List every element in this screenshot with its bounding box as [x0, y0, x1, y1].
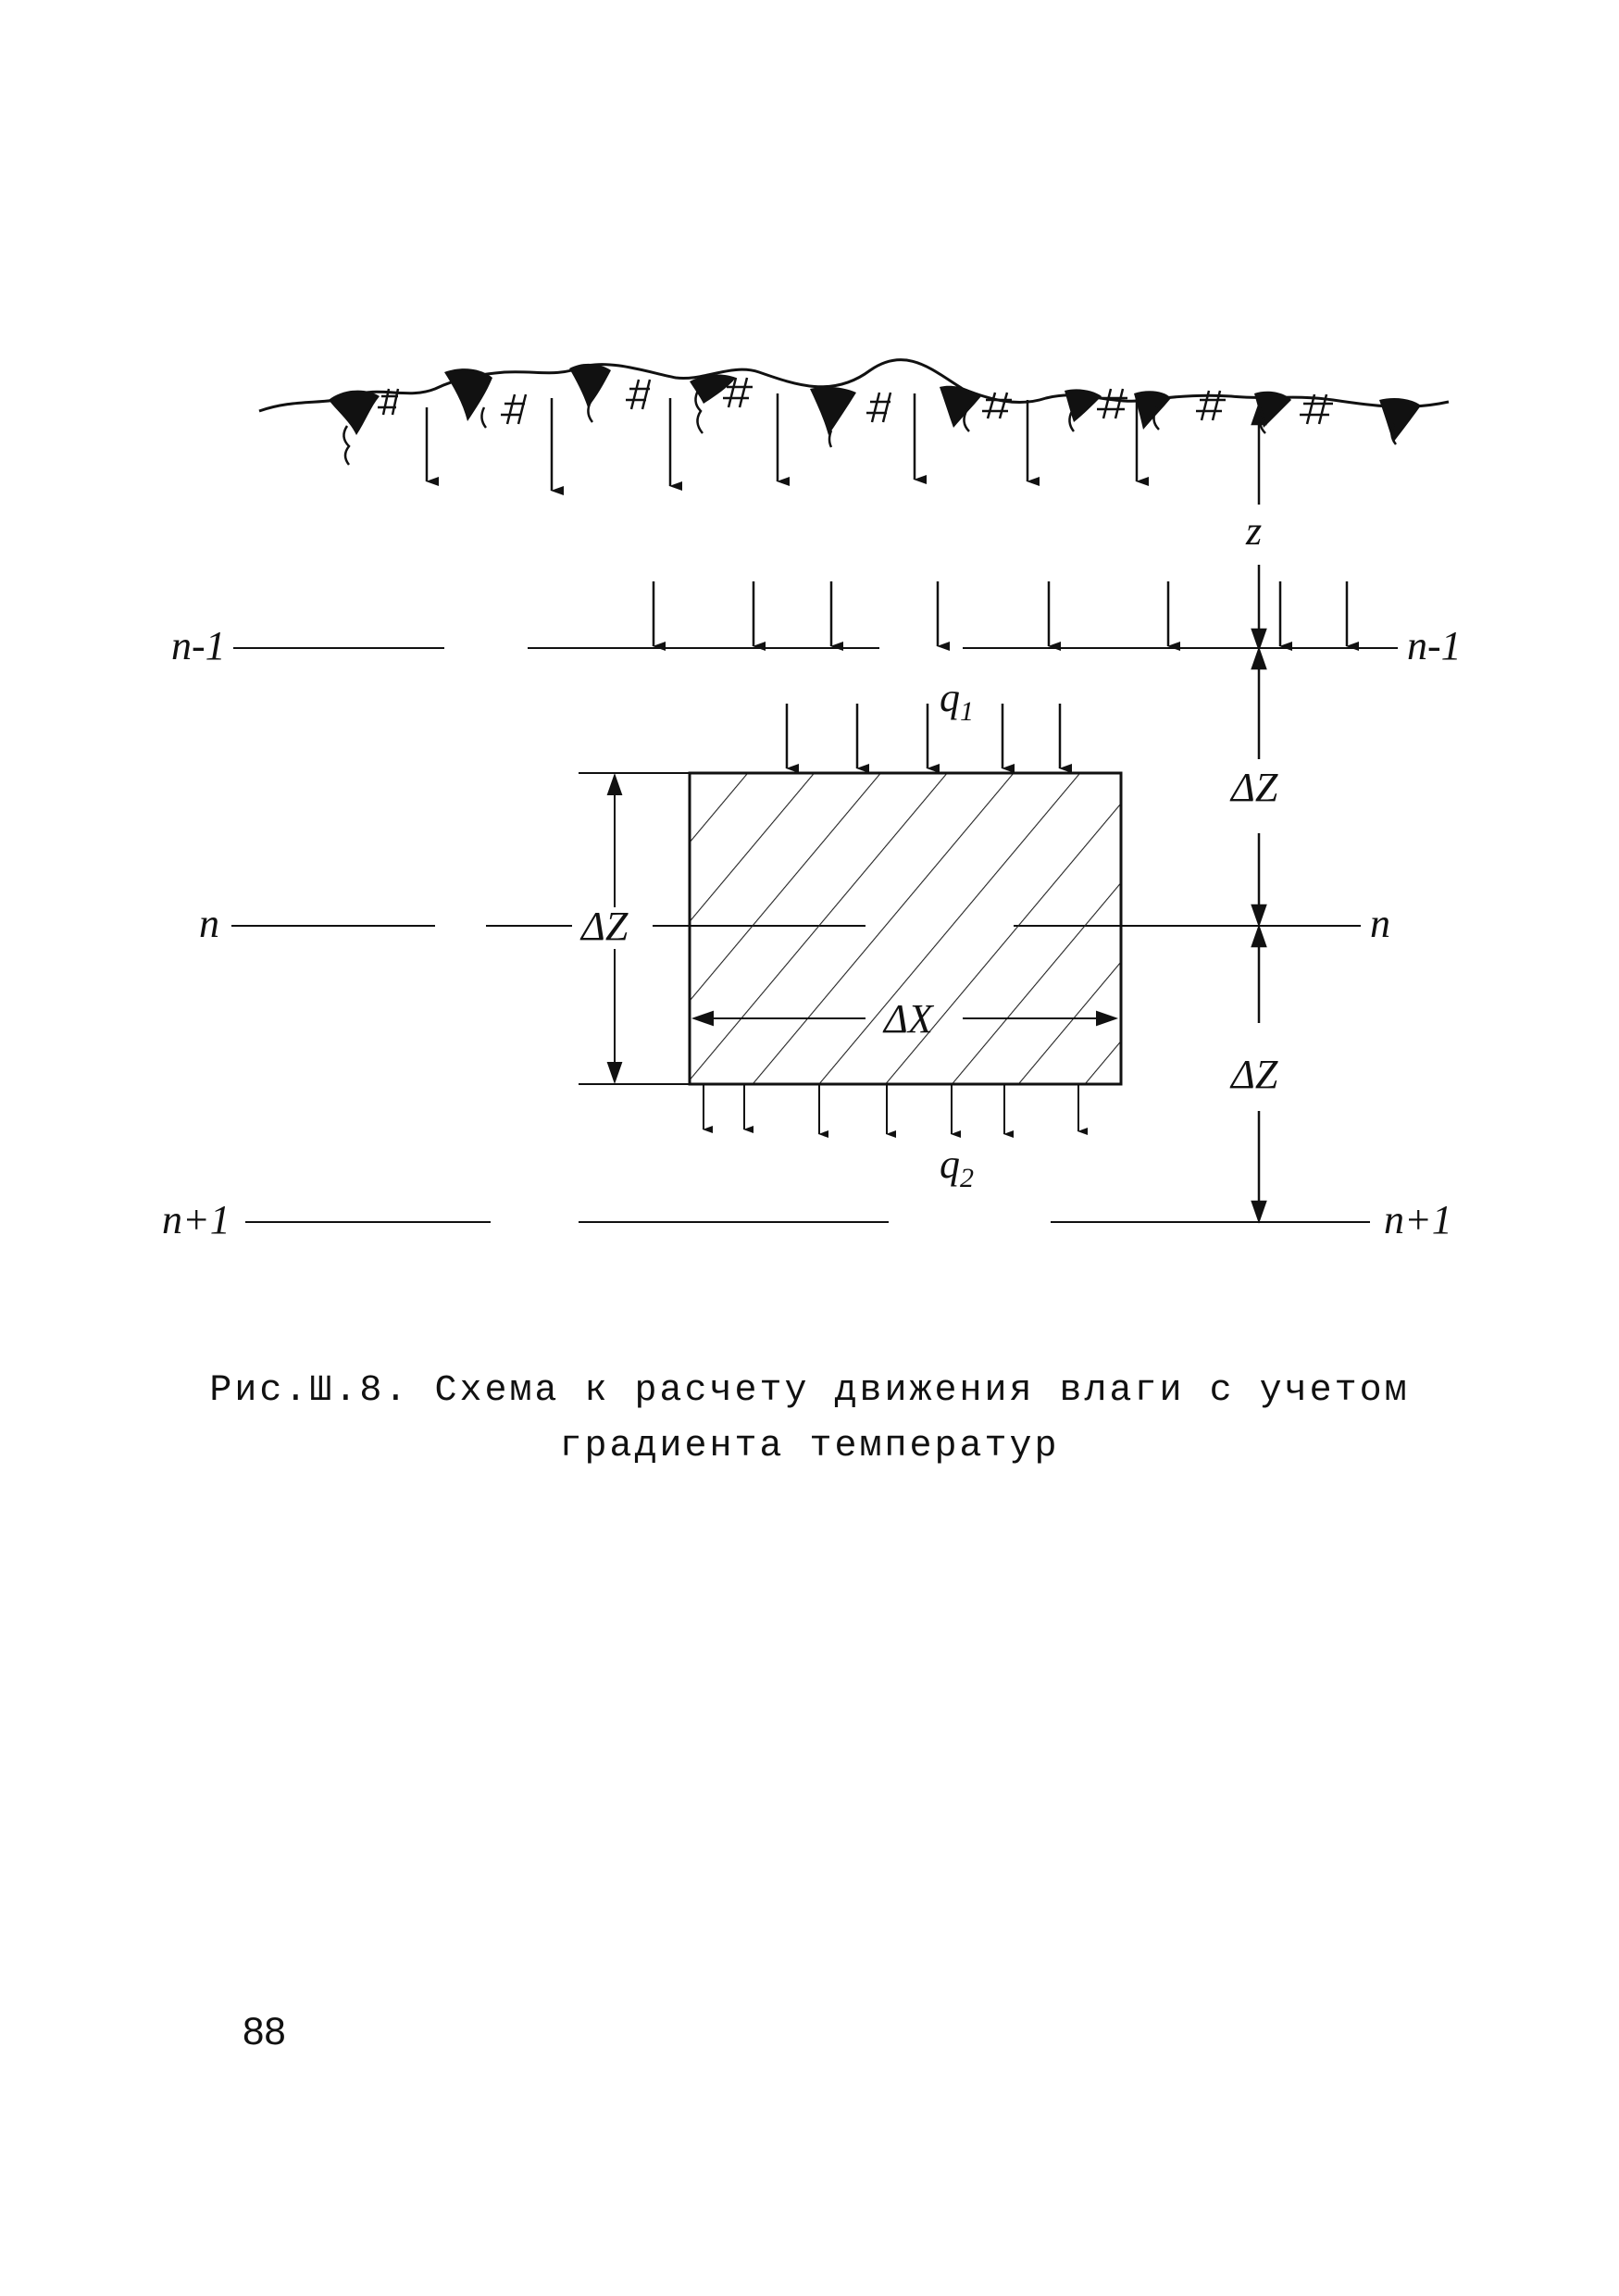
- flux-in-label: $q_1$: [940, 675, 974, 727]
- delta-x-label: ΔX: [884, 996, 933, 1042]
- depth-label: z: [1246, 508, 1263, 554]
- figure-caption-line-2: градиента температур: [559, 1426, 1060, 1467]
- upper-layer-arrows: [654, 581, 1347, 646]
- inflow-arrows: [787, 704, 1060, 768]
- figure-caption-line-1: Рис.Ш.8. Схема к расчету движения влаги с учетом: [209, 1370, 1410, 1412]
- frost-hash-marks: [378, 378, 1333, 424]
- layer-label-lower-right: п+1: [1384, 1197, 1452, 1242]
- flux-out-label: $q_2$: [940, 1142, 974, 1193]
- layer-label-upper-left: п-1: [171, 623, 226, 668]
- right-delta-z-label-lower: ΔZ: [1231, 1052, 1278, 1097]
- layer-label-middle-right: п: [1370, 901, 1390, 946]
- left-delta-z-label: ΔZ: [581, 904, 629, 949]
- ice-cracks: [343, 389, 1396, 465]
- layer-label-middle-left: п: [199, 901, 219, 946]
- soil-clods: [329, 364, 1421, 443]
- layer-label-upper-right: п-1: [1407, 623, 1462, 668]
- right-delta-z-label-upper: ΔZ: [1231, 765, 1278, 810]
- outflow-arrows: [704, 1085, 1078, 1134]
- surface-flux-arrows: [427, 393, 1137, 491]
- layer-label-lower-left: п+1: [162, 1197, 230, 1242]
- page-number: 88: [243, 2009, 286, 2053]
